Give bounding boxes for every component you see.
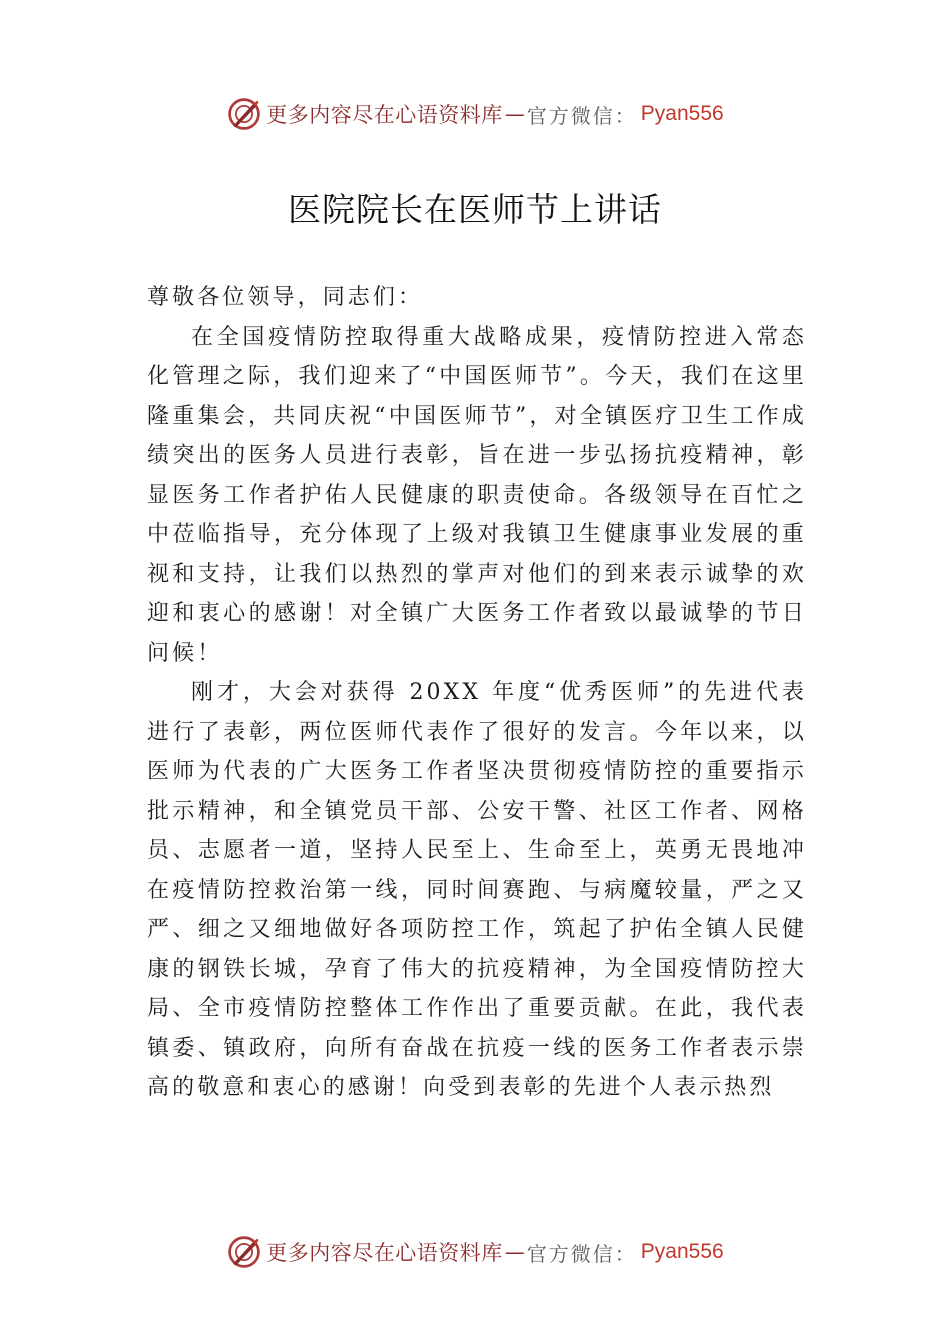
- header-wechat-label: 官方微信：: [526, 103, 637, 128]
- footer-separator: —: [504, 1240, 525, 1264]
- document-body: [147, 278, 807, 1108]
- footer-banner: [0, 1230, 950, 1274]
- header-slogan: 更多内容尽在心语资料库: [266, 103, 503, 127]
- brand-logo-icon: [226, 96, 262, 132]
- header-separator: —: [504, 102, 525, 126]
- header-wechat-id: Pyan556: [640, 102, 724, 125]
- paragraph-1: 在全国疫情防控取得重大战略成果，疫情防控进入常态化管理之际，我们迎来了“中国医师节”。今天，我们在这里隆重集会，共同庆祝“中国医师节”，对全镇医疗卫生工作成绩突出的医务人员进行表彰，旨在进一步弘扬抗疫精神，彰显医务工作者护佑人民健康的职责使命。各级领导在百忙之中莅临指导，充分体现了上级对我镇卫生健康事业发展的重视和支持，让我们以热烈的掌声对他们的到来表示诚挚的欢迎和衷心的感谢！对全镇广大医务工作者致以最诚挚的节日问候！: [147, 324, 807, 666]
- footer-slogan: 更多内容尽在心语资料库: [266, 1241, 503, 1265]
- footer-wechat-label: 官方微信：: [526, 1241, 637, 1266]
- header-banner: [0, 92, 950, 136]
- paragraph-2: 刚才，大会对获得 20XX 年度“优秀医师”的先进代表进行了表彰，两位医师代表作了很好的发言。今年以来，以医师为代表的广大医务工作者坚决贯彻疫情防控的重要指示批示精神，和全镇党员干部、公安干警、社区工作者、网格员、志愿者一道，坚持人民至上、生命至上，英勇无畏地冲在疫情防控救治第一线，同时间赛跑、与病魔较量，严之又严、细之又细地做好各项防控工作，筑起了护佑全镇人民健康的钢铁长城，孕育了伟大的抗疫精神，为全国疫情防控大局、全市疫情防控整体工作作出了重要贡献。在此，我代表镇委、镇政府，向所有奋战在抗疫一线的医务工作者表示崇高的敬意和衷心的感谢！向受到表彰的先进个人表示热烈: [147, 680, 807, 1100]
- salutation: 尊敬各位领导，同志们：: [147, 285, 424, 310]
- footer-wechat-id: Pyan556: [640, 1240, 724, 1263]
- document-title: 医院院长在医师节上讲话: [288, 190, 662, 229]
- brand-logo-icon: [226, 1234, 262, 1270]
